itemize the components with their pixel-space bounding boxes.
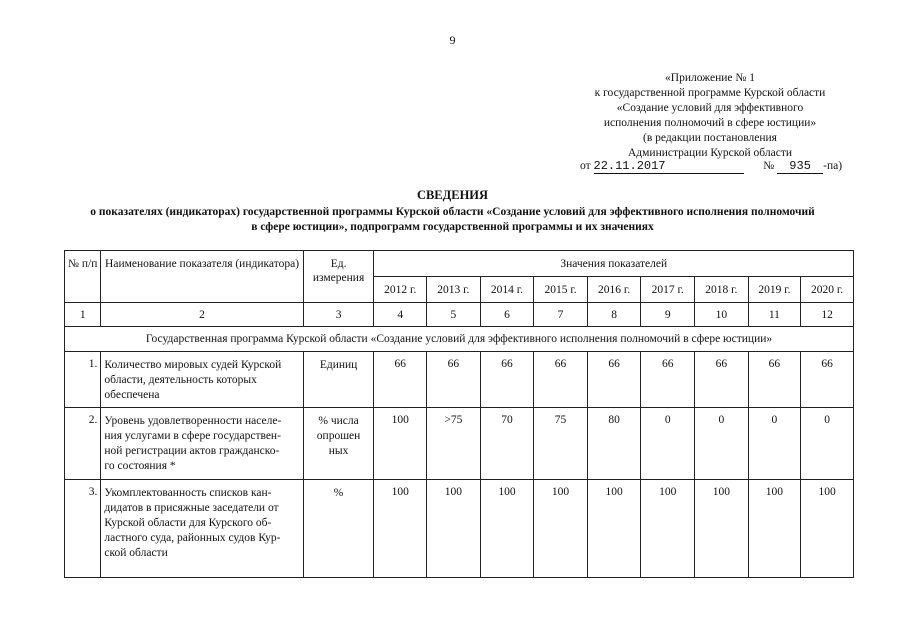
unit-line: ных [328,445,349,457]
column-number: 11 [748,303,801,327]
table-row [65,352,854,408]
document-title: СВЕДЕНИЯ [416,188,489,202]
column-number: 4 [374,303,427,327]
value-cell: 0 [641,408,695,480]
value-cell: 80 [587,408,641,480]
table-row [65,408,854,480]
column-number: 12 [801,303,854,327]
row-number: 2. [65,408,101,480]
header-year: 2016 г. [587,277,641,303]
header-year: 2019 г. [748,277,801,303]
unit-cell [303,480,374,578]
appendix-line: «Создание условий для эффективного [616,102,804,114]
header-year: 2013 г. [427,277,481,303]
value-cell: 0 [801,408,854,480]
header-year: 2012 г. [374,277,427,303]
unit-line: Единиц [319,359,358,371]
unit-line: % числа [318,415,359,427]
value-cell: 100 [801,480,854,578]
row-number: 1. [65,352,101,408]
appendix-line: «Приложение № 1 [665,72,755,84]
indicator-name-line: обеспечена [104,389,160,401]
value-cell: 100 [374,480,427,578]
value-cell: 66 [480,352,534,408]
value-cell: 66 [695,352,749,408]
column-number-row [65,303,854,327]
value-cell: 66 [801,352,854,408]
value-cell: 100 [587,480,641,578]
row-number: 3. [65,480,101,578]
value-cell: 0 [748,408,801,480]
header-year: 2018 г. [695,277,749,303]
value-cell: 100 [480,480,534,578]
table-row [65,480,854,578]
indicator-name [101,352,303,408]
appendix-line: Администрации Курской области [628,147,792,159]
section-heading: Государственная программа Курской области «Создание условий для эффективного исполнения полномочий в сфере юстиции» [65,327,854,352]
appendix-date-line [580,159,860,174]
unit-cell [303,352,374,408]
header-values: Значения показателей [374,251,854,277]
indicator-name-line: ной регистрации актов гражданско- [104,445,280,457]
unit-cell [303,408,374,480]
header-year: 2014 г. [480,277,534,303]
value-cell: 66 [587,352,641,408]
value-cell: 100 [695,480,749,578]
indicator-name [101,408,303,480]
header-year: 2017 г. [641,277,695,303]
column-number: 1 [65,303,101,327]
number-suffix: -па) [823,160,843,172]
column-number: 7 [534,303,588,327]
indicator-name-line: дидатов в присяжные заседатели от [104,502,279,514]
value-cell: 66 [534,352,588,408]
page-number: 9 [449,33,456,47]
value-cell: 0 [695,408,749,480]
document-subtitle: о показателях (индикаторах) государственной программы Курской области «Создание условий для эффективного исполнения полномочий в сфере юстиции», подпрограмм государственной программы и их значениях [90,206,815,233]
appendix-line: (в редакции постановления [643,132,777,144]
resolution-number: 935 [777,159,823,174]
number-prefix: № [763,160,775,172]
value-cell: 100 [374,408,427,480]
appendix-line: к государственной программе Курской области [594,87,826,99]
indicator-name-line: ластного суда, районных судов Кур- [104,532,281,544]
column-number: 2 [101,303,303,327]
column-number: 3 [303,303,374,327]
date-prefix: от [580,160,591,172]
indicator-name-line: ской области [104,547,168,559]
header-year: 2015 г. [534,277,588,303]
indicator-name-line: Количество мировых судей Курской [104,359,282,371]
indicator-name-line: Укомплектованность списков кан- [104,487,272,499]
appendix-header [560,71,860,161]
value-cell: 100 [641,480,695,578]
header-year: 2020 г. [801,277,854,303]
header-name: Наименование показателя (индикатора) [101,251,303,303]
header-num: № п/п [65,251,101,303]
value-cell: 100 [534,480,588,578]
column-number: 6 [480,303,534,327]
indicator-name-line: ния услугами в сфере государствен- [104,430,281,442]
resolution-date: 22.11.2017 [594,159,744,174]
column-number: 8 [587,303,641,327]
indicator-name-line: Курской области для Курского об- [104,517,272,529]
unit-line: % [333,487,344,499]
indicator-name-line: области, деятельность которых [104,374,257,386]
value-cell: 70 [480,408,534,480]
header-unit: Ед. измерения [303,251,374,303]
value-cell: 75 [534,408,588,480]
column-number: 10 [695,303,749,327]
value-cell: 66 [374,352,427,408]
indicators-table [64,250,854,578]
column-number: 5 [427,303,481,327]
value-cell: 100 [748,480,801,578]
unit-line: опрошен [316,430,361,442]
indicator-name-line: Уровень удовлетворенности населе- [104,415,282,427]
value-cell: 66 [641,352,695,408]
value-cell: 66 [748,352,801,408]
indicator-name [101,480,303,578]
value-cell: 100 [427,480,481,578]
value-cell: 66 [427,352,481,408]
value-cell: >75 [427,408,481,480]
indicator-name-line: го состояния * [104,460,176,472]
column-number: 9 [641,303,695,327]
appendix-line: исполнения полномочий в сфере юстиции» [603,117,817,129]
